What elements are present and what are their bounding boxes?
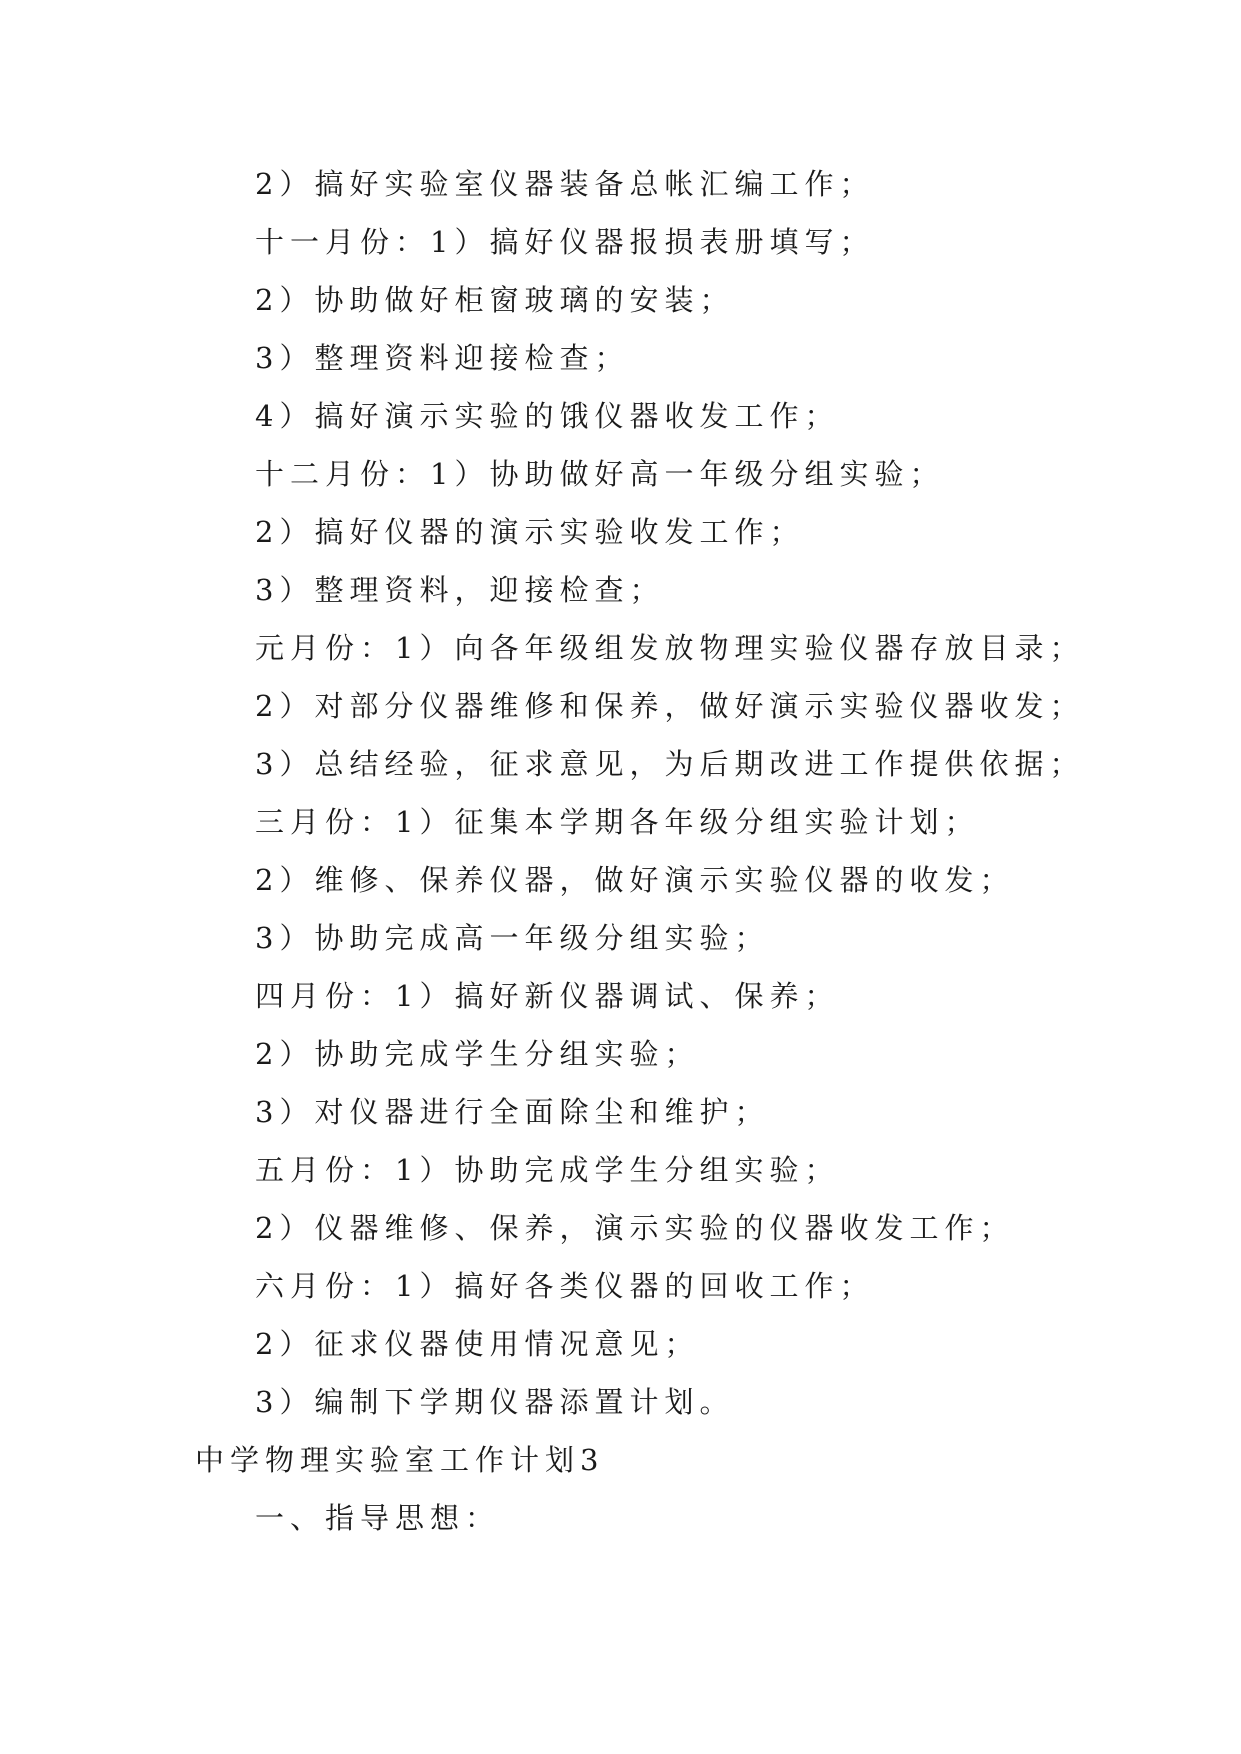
text-line: 3）总结经验，征求意见，为后期改进工作提供依据； xyxy=(255,747,1085,781)
section-title: 中学物理实验室工作计划3 xyxy=(195,1443,605,1477)
text-line: 五月份：1）协助完成学生分组实验； xyxy=(255,1153,840,1187)
text-line: 元月份：1）向各年级组发放物理实验仪器存放目录； xyxy=(255,631,1085,665)
text-line: 十一月份：1）搞好仪器报损表册填写； xyxy=(255,225,875,259)
text-line: 六月份：1）搞好各类仪器的回收工作； xyxy=(255,1269,875,1303)
text-line: 3）协助完成高一年级分组实验； xyxy=(255,921,770,955)
text-line: 2）仪器维修、保养，演示实验的仪器收发工作； xyxy=(255,1211,1015,1245)
text-line: 2）协助做好柜窗玻璃的安装； xyxy=(255,283,735,317)
text-line: 3）整理资料迎接检查； xyxy=(255,341,630,375)
text-line: 3）整理资料，迎接检查； xyxy=(255,573,665,607)
text-line: 2）搞好实验室仪器装备总帐汇编工作； xyxy=(255,167,875,201)
text-line: 四月份：1）搞好新仪器调试、保养； xyxy=(255,979,840,1013)
text-line: 3）对仪器进行全面除尘和维护； xyxy=(255,1095,770,1129)
text-line: 2）征求仪器使用情况意见； xyxy=(255,1327,700,1361)
text-line: 三月份：1）征集本学期各年级分组实验计划； xyxy=(255,805,980,839)
text-line: 2）搞好仪器的演示实验收发工作； xyxy=(255,515,805,549)
text-line: 4）搞好演示实验的饿仪器收发工作； xyxy=(255,399,840,433)
text-line: 十二月份：1）协助做好高一年级分组实验； xyxy=(255,457,945,491)
text-line: 2）协助完成学生分组实验； xyxy=(255,1037,700,1071)
subheading: 一、指导思想： xyxy=(255,1501,501,1535)
text-line: 3）编制下学期仪器添置计划。 xyxy=(255,1385,735,1419)
text-line: 2）维修、保养仪器，做好演示实验仪器的收发； xyxy=(255,863,1015,897)
text-line: 2）对部分仪器维修和保养，做好演示实验仪器收发； xyxy=(255,689,1085,723)
